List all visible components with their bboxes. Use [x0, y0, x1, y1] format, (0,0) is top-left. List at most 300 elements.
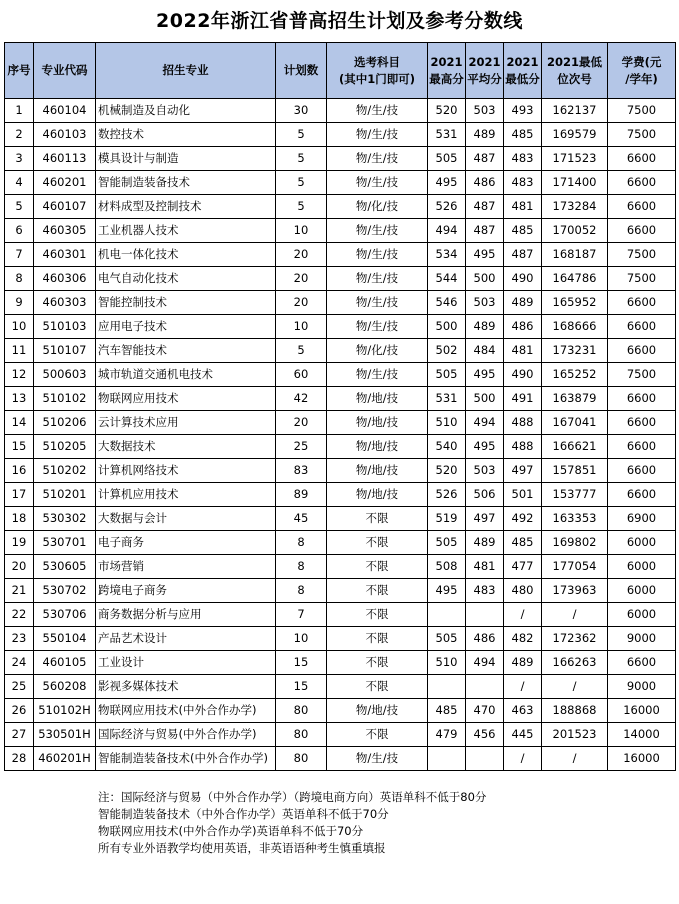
table-row: [5, 315, 676, 339]
table-row: [5, 723, 676, 747]
tuition-cell: 6900: [608, 507, 676, 531]
tuition-cell: 6600: [608, 315, 676, 339]
max-score-cell: 526: [428, 483, 466, 507]
row-number-cell: 9: [5, 291, 34, 315]
table-row: [5, 531, 676, 555]
min-rank-cell: 177054: [542, 555, 608, 579]
min-rank-cell: 173231: [542, 339, 608, 363]
major-name-cell: 应用电子技术: [96, 315, 276, 339]
avg-score-cell: 483: [466, 579, 504, 603]
min-rank-cell: 166621: [542, 435, 608, 459]
min-rank-cell: 168187: [542, 243, 608, 267]
avg-score-cell: 487: [466, 195, 504, 219]
elective-subjects-cell: 不限: [327, 555, 428, 579]
min-rank-cell: 163879: [542, 387, 608, 411]
min-score-cell: 488: [504, 411, 542, 435]
tuition-cell: 14000: [608, 723, 676, 747]
elective-subjects-cell: 物/生/技: [327, 363, 428, 387]
avg-score-cell: 456: [466, 723, 504, 747]
min-score-cell: /: [504, 603, 542, 627]
column-header: 2021最低 位次号: [542, 43, 608, 99]
row-number-cell: 6: [5, 219, 34, 243]
max-score-cell: 510: [428, 411, 466, 435]
table-row: [5, 195, 676, 219]
plan-count-cell: 25: [276, 435, 327, 459]
table-row: [5, 675, 676, 699]
elective-subjects-cell: 不限: [327, 675, 428, 699]
max-score-cell: 479: [428, 723, 466, 747]
min-rank-cell: 157851: [542, 459, 608, 483]
avg-score-cell: 500: [466, 387, 504, 411]
elective-subjects-cell: 物/地/技: [327, 435, 428, 459]
major-code-cell: 560208: [34, 675, 96, 699]
min-score-cell: 480: [504, 579, 542, 603]
max-score-cell: 531: [428, 123, 466, 147]
row-number-cell: 16: [5, 459, 34, 483]
row-number-cell: 18: [5, 507, 34, 531]
column-header: 招生专业: [96, 43, 276, 99]
avg-score-cell: 503: [466, 291, 504, 315]
max-score-cell: 500: [428, 315, 466, 339]
plan-count-cell: 60: [276, 363, 327, 387]
table-row: [5, 219, 676, 243]
elective-subjects-cell: 不限: [327, 627, 428, 651]
table-row: [5, 291, 676, 315]
row-number-cell: 22: [5, 603, 34, 627]
plan-count-cell: 80: [276, 699, 327, 723]
row-number-cell: 25: [5, 675, 34, 699]
table-row: [5, 603, 676, 627]
min-rank-cell: 163353: [542, 507, 608, 531]
header-row: [5, 43, 676, 99]
major-code-cell: 510201: [34, 483, 96, 507]
table-row: [5, 651, 676, 675]
max-score-cell: [428, 675, 466, 699]
row-number-cell: 1: [5, 99, 34, 123]
tuition-cell: 6600: [608, 339, 676, 363]
plan-count-cell: 45: [276, 507, 327, 531]
elective-subjects-cell: 物/地/技: [327, 411, 428, 435]
max-score-cell: 531: [428, 387, 466, 411]
row-number-cell: 7: [5, 243, 34, 267]
elective-subjects-cell: 不限: [327, 603, 428, 627]
plan-count-cell: 5: [276, 339, 327, 363]
major-code-cell: 510205: [34, 435, 96, 459]
plan-count-cell: 5: [276, 123, 327, 147]
row-number-cell: 12: [5, 363, 34, 387]
plan-count-cell: 80: [276, 747, 327, 771]
row-number-cell: 8: [5, 267, 34, 291]
major-name-cell: 城市轨道交通机电技术: [96, 363, 276, 387]
elective-subjects-cell: 物/生/技: [327, 315, 428, 339]
min-score-cell: 483: [504, 171, 542, 195]
elective-subjects-cell: 不限: [327, 651, 428, 675]
plan-count-cell: 5: [276, 195, 327, 219]
tuition-cell: 6600: [608, 219, 676, 243]
min-score-cell: 489: [504, 651, 542, 675]
page-title: 2022年浙江省普高招生计划及参考分数线: [156, 10, 523, 32]
table-row: [5, 339, 676, 363]
major-code-cell: 530501H: [34, 723, 96, 747]
max-score-cell: 519: [428, 507, 466, 531]
plan-count-cell: 83: [276, 459, 327, 483]
plan-count-cell: 10: [276, 627, 327, 651]
major-code-cell: 460306: [34, 267, 96, 291]
avg-score-cell: 481: [466, 555, 504, 579]
elective-subjects-cell: 不限: [327, 507, 428, 531]
row-number-cell: 28: [5, 747, 34, 771]
plan-count-cell: 5: [276, 171, 327, 195]
table-row: [5, 123, 676, 147]
major-code-cell: 460301: [34, 243, 96, 267]
min-score-cell: 492: [504, 507, 542, 531]
note-line: 物联网应用技术(中外合作办学)英语单科不低于70分: [98, 824, 364, 838]
major-name-cell: 机械制造及自动化: [96, 99, 276, 123]
elective-subjects-cell: 物/生/技: [327, 267, 428, 291]
max-score-cell: 495: [428, 579, 466, 603]
major-name-cell: 产品艺术设计: [96, 627, 276, 651]
major-name-cell: 材料成型及控制技术: [96, 195, 276, 219]
major-code-cell: 530605: [34, 555, 96, 579]
major-name-cell: 汽车智能技术: [96, 339, 276, 363]
min-score-cell: 490: [504, 267, 542, 291]
row-number-cell: 14: [5, 411, 34, 435]
min-score-cell: 493: [504, 99, 542, 123]
elective-subjects-cell: 不限: [327, 723, 428, 747]
major-name-cell: 物联网应用技术: [96, 387, 276, 411]
max-score-cell: [428, 603, 466, 627]
major-code-cell: 500603: [34, 363, 96, 387]
min-score-cell: 487: [504, 243, 542, 267]
column-header: 计划数: [276, 43, 327, 99]
tuition-cell: 6600: [608, 651, 676, 675]
table-header: [5, 43, 676, 99]
table-row: [5, 507, 676, 531]
min-rank-cell: 173963: [542, 579, 608, 603]
table-row: [5, 459, 676, 483]
min-rank-cell: 188868: [542, 699, 608, 723]
major-name-cell: 国际经济与贸易(中外合作办学): [96, 723, 276, 747]
elective-subjects-cell: 物/地/技: [327, 459, 428, 483]
major-code-cell: 550104: [34, 627, 96, 651]
tuition-cell: 6000: [608, 531, 676, 555]
tuition-cell: 9000: [608, 675, 676, 699]
major-code-cell: 460113: [34, 147, 96, 171]
plan-count-cell: 20: [276, 291, 327, 315]
tuition-cell: 6600: [608, 147, 676, 171]
min-score-cell: /: [504, 747, 542, 771]
major-code-cell: 460107: [34, 195, 96, 219]
major-code-cell: 460103: [34, 123, 96, 147]
plan-count-cell: 15: [276, 675, 327, 699]
plan-count-cell: 42: [276, 387, 327, 411]
plan-count-cell: 10: [276, 315, 327, 339]
min-rank-cell: 169579: [542, 123, 608, 147]
table-row: [5, 363, 676, 387]
note-line: 智能制造装备技术（中外合作办学）英语单科不低于70分: [98, 807, 389, 821]
plan-count-cell: 20: [276, 243, 327, 267]
row-number-cell: 17: [5, 483, 34, 507]
max-score-cell: 508: [428, 555, 466, 579]
major-name-cell: 智能制造装备技术: [96, 171, 276, 195]
elective-subjects-cell: 物/生/技: [327, 123, 428, 147]
avg-score-cell: 487: [466, 219, 504, 243]
min-rank-cell: 164786: [542, 267, 608, 291]
max-score-cell: 534: [428, 243, 466, 267]
max-score-cell: [428, 747, 466, 771]
column-header: 2021 平均分: [466, 43, 504, 99]
max-score-cell: 510: [428, 651, 466, 675]
table-row: [5, 483, 676, 507]
major-code-cell: 530302: [34, 507, 96, 531]
major-name-cell: 电气自动化技术: [96, 267, 276, 291]
row-number-cell: 26: [5, 699, 34, 723]
plan-count-cell: 8: [276, 555, 327, 579]
table-row: [5, 147, 676, 171]
min-rank-cell: /: [542, 747, 608, 771]
column-header: 专业代码: [34, 43, 96, 99]
major-name-cell: 市场营销: [96, 555, 276, 579]
elective-subjects-cell: 物/地/技: [327, 387, 428, 411]
min-rank-cell: 173284: [542, 195, 608, 219]
elective-subjects-cell: 物/地/技: [327, 483, 428, 507]
min-rank-cell: /: [542, 603, 608, 627]
row-number-cell: 11: [5, 339, 34, 363]
max-score-cell: 520: [428, 459, 466, 483]
avg-score-cell: 487: [466, 147, 504, 171]
major-code-cell: 460303: [34, 291, 96, 315]
min-score-cell: 485: [504, 219, 542, 243]
column-header: 2021 最高分: [428, 43, 466, 99]
elective-subjects-cell: 物/生/技: [327, 99, 428, 123]
major-name-cell: 智能制造装备技术(中外合作办学): [96, 747, 276, 771]
min-rank-cell: /: [542, 675, 608, 699]
tuition-cell: 6600: [608, 459, 676, 483]
elective-subjects-cell: 物/化/技: [327, 339, 428, 363]
min-score-cell: 501: [504, 483, 542, 507]
max-score-cell: 505: [428, 627, 466, 651]
max-score-cell: 544: [428, 267, 466, 291]
tuition-cell: 16000: [608, 699, 676, 723]
plan-count-cell: 8: [276, 531, 327, 555]
tuition-cell: 6000: [608, 579, 676, 603]
plan-count-cell: 30: [276, 99, 327, 123]
major-code-cell: 530701: [34, 531, 96, 555]
min-rank-cell: 165952: [542, 291, 608, 315]
elective-subjects-cell: 物/生/技: [327, 147, 428, 171]
min-score-cell: 491: [504, 387, 542, 411]
enrollment-table: [4, 42, 676, 771]
min-score-cell: 481: [504, 339, 542, 363]
row-number-cell: 4: [5, 171, 34, 195]
tuition-cell: 7500: [608, 243, 676, 267]
min-score-cell: 483: [504, 147, 542, 171]
table-row: [5, 627, 676, 651]
max-score-cell: 505: [428, 531, 466, 555]
max-score-cell: 546: [428, 291, 466, 315]
major-code-cell: 460201: [34, 171, 96, 195]
major-name-cell: 计算机应用技术: [96, 483, 276, 507]
major-code-cell: 530706: [34, 603, 96, 627]
major-code-cell: 460201H: [34, 747, 96, 771]
avg-score-cell: 495: [466, 243, 504, 267]
major-name-cell: 云计算技术应用: [96, 411, 276, 435]
tuition-cell: 7500: [608, 363, 676, 387]
min-rank-cell: 165252: [542, 363, 608, 387]
column-header: 选考科目 (其中1门即可): [327, 43, 428, 99]
min-rank-cell: 168666: [542, 315, 608, 339]
max-score-cell: 526: [428, 195, 466, 219]
avg-score-cell: 500: [466, 267, 504, 291]
tuition-cell: 9000: [608, 627, 676, 651]
plan-count-cell: 20: [276, 411, 327, 435]
avg-score-cell: 470: [466, 699, 504, 723]
max-score-cell: 505: [428, 147, 466, 171]
table-row: [5, 699, 676, 723]
major-name-cell: 工业设计: [96, 651, 276, 675]
min-score-cell: 485: [504, 123, 542, 147]
major-code-cell: 460105: [34, 651, 96, 675]
column-header: 学费(元 /学年): [608, 43, 676, 99]
plan-count-cell: 8: [276, 579, 327, 603]
avg-score-cell: 484: [466, 339, 504, 363]
min-score-cell: 482: [504, 627, 542, 651]
plan-count-cell: 20: [276, 267, 327, 291]
major-name-cell: 模具设计与制造: [96, 147, 276, 171]
min-rank-cell: 153777: [542, 483, 608, 507]
min-score-cell: 486: [504, 315, 542, 339]
row-number-cell: 15: [5, 435, 34, 459]
tuition-cell: 6600: [608, 435, 676, 459]
table-row: [5, 555, 676, 579]
major-code-cell: 460104: [34, 99, 96, 123]
tuition-cell: 6000: [608, 603, 676, 627]
plan-count-cell: 7: [276, 603, 327, 627]
major-name-cell: 机电一体化技术: [96, 243, 276, 267]
min-rank-cell: 170052: [542, 219, 608, 243]
min-rank-cell: 171400: [542, 171, 608, 195]
row-number-cell: 3: [5, 147, 34, 171]
max-score-cell: 502: [428, 339, 466, 363]
tuition-cell: 6000: [608, 555, 676, 579]
min-score-cell: 481: [504, 195, 542, 219]
tuition-cell: 6600: [608, 411, 676, 435]
elective-subjects-cell: 物/生/技: [327, 243, 428, 267]
min-rank-cell: 166263: [542, 651, 608, 675]
major-code-cell: 510206: [34, 411, 96, 435]
major-name-cell: 影视多媒体技术: [96, 675, 276, 699]
min-score-cell: 445: [504, 723, 542, 747]
min-rank-cell: 201523: [542, 723, 608, 747]
table-row: [5, 171, 676, 195]
major-name-cell: 商务数据分析与应用: [96, 603, 276, 627]
elective-subjects-cell: 不限: [327, 531, 428, 555]
column-header: 2021 最低分: [504, 43, 542, 99]
row-number-cell: 2: [5, 123, 34, 147]
avg-score-cell: 486: [466, 627, 504, 651]
avg-score-cell: 489: [466, 531, 504, 555]
tuition-cell: 6600: [608, 171, 676, 195]
min-rank-cell: 162137: [542, 99, 608, 123]
min-score-cell: 489: [504, 291, 542, 315]
elective-subjects-cell: 物/生/技: [327, 171, 428, 195]
table-row: [5, 411, 676, 435]
notes: [98, 789, 486, 857]
table-body: [5, 99, 676, 771]
avg-score-cell: 489: [466, 315, 504, 339]
major-name-cell: 智能控制技术: [96, 291, 276, 315]
column-header: 序号: [5, 43, 34, 99]
elective-subjects-cell: 物/化/技: [327, 195, 428, 219]
max-score-cell: 494: [428, 219, 466, 243]
plan-count-cell: 15: [276, 651, 327, 675]
major-name-cell: 数控技术: [96, 123, 276, 147]
avg-score-cell: 494: [466, 651, 504, 675]
avg-score-cell: 506: [466, 483, 504, 507]
tuition-cell: 6600: [608, 195, 676, 219]
row-number-cell: 21: [5, 579, 34, 603]
min-score-cell: 485: [504, 531, 542, 555]
plan-count-cell: 5: [276, 147, 327, 171]
row-number-cell: 10: [5, 315, 34, 339]
avg-score-cell: 486: [466, 171, 504, 195]
tuition-cell: 6600: [608, 483, 676, 507]
major-name-cell: 大数据与会计: [96, 507, 276, 531]
plan-count-cell: 89: [276, 483, 327, 507]
major-name-cell: 跨境电子商务: [96, 579, 276, 603]
table-row: [5, 243, 676, 267]
elective-subjects-cell: 物/生/技: [327, 291, 428, 315]
avg-score-cell: [466, 747, 504, 771]
max-score-cell: 495: [428, 171, 466, 195]
avg-score-cell: 503: [466, 99, 504, 123]
table-row: [5, 579, 676, 603]
plan-count-cell: 10: [276, 219, 327, 243]
avg-score-cell: 497: [466, 507, 504, 531]
major-code-cell: 460305: [34, 219, 96, 243]
major-code-cell: 530702: [34, 579, 96, 603]
elective-subjects-cell: 物/地/技: [327, 699, 428, 723]
avg-score-cell: 495: [466, 363, 504, 387]
elective-subjects-cell: 物/生/技: [327, 219, 428, 243]
min-score-cell: 488: [504, 435, 542, 459]
major-name-cell: 大数据技术: [96, 435, 276, 459]
row-number-cell: 13: [5, 387, 34, 411]
tuition-cell: 6600: [608, 387, 676, 411]
min-score-cell: 477: [504, 555, 542, 579]
major-name-cell: 电子商务: [96, 531, 276, 555]
note-line: 注：国际经济与贸易（中外合作办学）（跨境电商方向）英语单科不低于80分: [98, 790, 487, 804]
major-code-cell: 510102: [34, 387, 96, 411]
major-code-cell: 510107: [34, 339, 96, 363]
min-rank-cell: 172362: [542, 627, 608, 651]
table-row: [5, 99, 676, 123]
avg-score-cell: 489: [466, 123, 504, 147]
avg-score-cell: 494: [466, 411, 504, 435]
table-row: [5, 435, 676, 459]
max-score-cell: 485: [428, 699, 466, 723]
row-number-cell: 20: [5, 555, 34, 579]
table-row: [5, 747, 676, 771]
min-score-cell: 497: [504, 459, 542, 483]
max-score-cell: 540: [428, 435, 466, 459]
min-rank-cell: 167041: [542, 411, 608, 435]
major-code-cell: 510102H: [34, 699, 96, 723]
tuition-cell: 6600: [608, 291, 676, 315]
avg-score-cell: [466, 675, 504, 699]
note-line: 所有专业外语教学均使用英语，非英语语种考生慎重填报: [98, 841, 386, 855]
row-number-cell: 19: [5, 531, 34, 555]
